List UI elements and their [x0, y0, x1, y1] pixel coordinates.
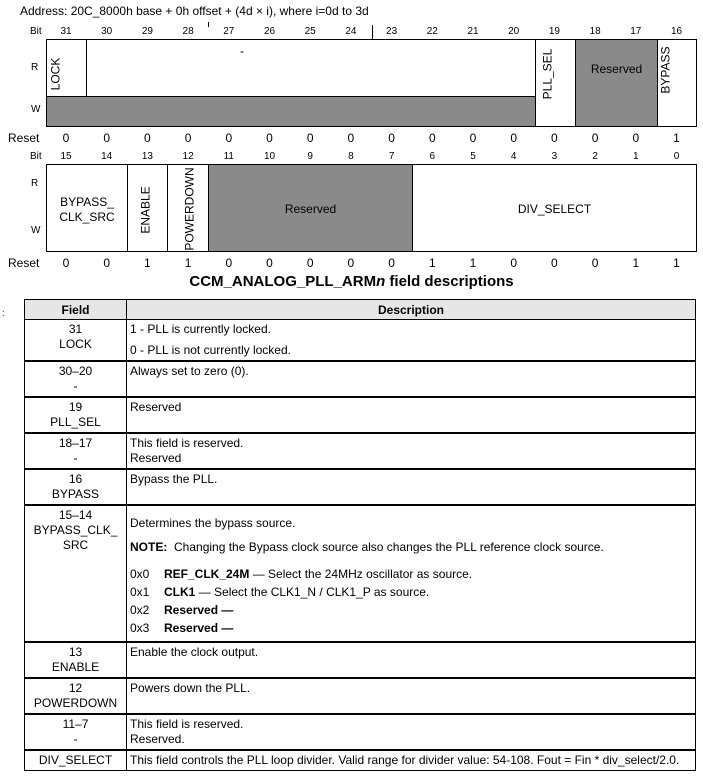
field-cell [25, 678, 127, 714]
field-dash-label: - [240, 44, 244, 58]
bit-number: 13 [141, 151, 153, 162]
field-bypass-clk-src [46, 164, 128, 252]
option-line [130, 603, 692, 618]
field-bits: 30–20 [58, 364, 93, 378]
bit-number: 21 [467, 26, 479, 37]
table-row [25, 642, 696, 678]
write-row-label: W [31, 104, 41, 115]
bit-number: 31 [60, 26, 72, 37]
bit-number: 4 [510, 151, 517, 162]
reset-row-label: Reset [8, 131, 40, 145]
field-bits: 18–17 [58, 436, 93, 450]
option-name: CLK1 [164, 585, 196, 599]
bit-number: 22 [426, 26, 438, 37]
field-reserved-18-17 [575, 39, 658, 127]
reset-value: 0 [551, 256, 558, 270]
description-text: Reserved [130, 451, 182, 465]
table-title-suffix: field descriptions [385, 273, 514, 290]
bit-number: 18 [589, 26, 601, 37]
field-cell [25, 714, 127, 750]
field-bits: 15–14 [58, 508, 93, 522]
description-text: Always set to zero (0). [130, 364, 249, 378]
note-text: Changing the Bypass clock source also changes the PLL reference clock source. [174, 540, 604, 554]
bit-number: 28 [182, 26, 194, 37]
field-bits: 11–7 [62, 717, 89, 731]
field-enable [127, 164, 168, 252]
description-text: This field is reserved. [130, 717, 244, 731]
option-text: — Select the 24MHz oscillator as source. [249, 567, 473, 581]
field-bits: 16 [68, 472, 83, 486]
option-name: Reserved — [164, 621, 234, 635]
note [130, 540, 692, 555]
reset-value: 0 [225, 256, 233, 270]
description-text: Enable the clock output. [130, 645, 259, 659]
option-text: — Select the CLK1_N / CLK1_P as source. [195, 585, 430, 599]
description-cell [127, 678, 696, 714]
table-row [25, 469, 696, 505]
field-name: BYPASS_CLK_ [33, 523, 118, 537]
reset-value: 0 [266, 256, 273, 270]
bypass-clk-src-line1: BYPASS_ [60, 195, 114, 209]
bypass-source-options [130, 567, 692, 636]
field-div-select-label: DIV_SELECT [517, 202, 592, 216]
field-cell [25, 433, 127, 469]
field-lock-label: LOCK [48, 57, 63, 91]
write-row-label-lower: W [31, 225, 41, 236]
reset-value: 0 [144, 131, 151, 145]
bit-number: 9 [307, 151, 313, 162]
halfword-divider [372, 25, 373, 39]
field-name: ENABLE [51, 660, 100, 674]
bit-number: 23 [386, 26, 398, 37]
table-row [25, 433, 696, 469]
bit-number: 5 [470, 151, 476, 162]
field-powerdown-label: POWERDOWN [182, 167, 197, 251]
reset-value: 0 [632, 131, 640, 145]
bit-number: 24 [345, 26, 357, 37]
bit-number: 2 [592, 151, 598, 162]
bit-number: 11 [223, 151, 234, 162]
bit-row-label: Bit [30, 26, 42, 37]
table-row [25, 505, 696, 642]
table-title-main: CCM_ANALOG_PLL_ARM [189, 273, 377, 290]
field-reserved-30-20 [86, 39, 536, 97]
description-cell [127, 433, 696, 469]
option-name: Reserved — [164, 603, 234, 617]
bit-number: 6 [429, 151, 436, 162]
field-cell [25, 505, 127, 642]
bypass-clk-src-line2: CLK_SRC [59, 210, 115, 224]
description-cell [127, 642, 696, 678]
table-row [25, 361, 696, 397]
table-header-row [25, 300, 696, 320]
option-line [130, 567, 692, 582]
header-field: Field [25, 300, 127, 320]
reset-value: 1 [673, 256, 680, 270]
reset-value: 0 [347, 256, 355, 270]
reset-value: 0 [510, 131, 518, 145]
bit-number: 7 [388, 151, 395, 162]
field-cell [25, 320, 127, 362]
bit-tick [208, 22, 209, 27]
description-cell [127, 505, 696, 642]
register-address: Address: 20C_8000h base + 0h offset + (4d × i), where i=0d to 3d [20, 4, 369, 18]
field-cell [25, 469, 127, 505]
field-reserved-lower-label: Reserved [284, 202, 337, 216]
field-bits: 19 [68, 400, 83, 414]
field-div-select [412, 164, 697, 252]
reset-value: 0 [591, 131, 599, 145]
bit-number: 17 [630, 26, 642, 37]
field-powerdown [167, 164, 209, 252]
field-cell [25, 642, 127, 678]
bit-number: 8 [348, 151, 354, 162]
margin-mark: : [2, 308, 5, 318]
field-name: SRC [62, 538, 89, 552]
bit-number: 19 [548, 26, 560, 37]
description-text: 0 - PLL is not currently locked. [130, 343, 291, 357]
field-cell [25, 361, 127, 397]
bit-number: 26 [263, 26, 276, 37]
reset-value: 0 [388, 256, 395, 270]
field-name: LOCK [59, 337, 92, 351]
reset-value: 0 [347, 131, 355, 145]
option-line [130, 585, 692, 600]
table-row [25, 320, 696, 362]
field-reserved-11-7 [208, 164, 413, 252]
reset-value: 0 [184, 131, 192, 145]
table-title [0, 273, 703, 290]
bit-number: 10 [263, 151, 276, 162]
field-bypass-label: BYPASS [658, 46, 673, 94]
field-pll-sel [535, 39, 576, 127]
reset-value: 1 [144, 256, 151, 270]
field-name: - [73, 451, 78, 465]
field-bypass-clk-src-label [47, 195, 127, 225]
reset-value: 0 [306, 256, 314, 270]
reset-value: 0 [551, 131, 558, 145]
bit-number: 14 [101, 151, 113, 162]
reset-value: 1 [184, 256, 192, 270]
option-code: 0x3 [130, 621, 150, 635]
description-text: Determines the bypass source. [130, 516, 296, 530]
reset-value: 0 [306, 131, 314, 145]
field-reserved-label: Reserved [590, 62, 643, 76]
table-row [25, 397, 696, 433]
description-text: This field is reserved. [130, 436, 244, 450]
bit-number: 1 [633, 151, 639, 162]
table-title-italic: n [376, 273, 386, 290]
read-row-label-lower: R [31, 178, 39, 189]
field-bits: 13 [68, 645, 83, 659]
bit-number: 12 [182, 151, 194, 162]
field-cell [25, 750, 127, 771]
field-name: DIV_SELECT [38, 753, 113, 767]
table-row [25, 750, 696, 771]
field-descriptions-table [24, 299, 696, 771]
reset-value: 0 [225, 131, 233, 145]
option-code: 0x0 [130, 567, 150, 581]
bit-row-label-lower: Bit [30, 151, 42, 162]
bit-number: 0 [673, 151, 680, 162]
header-description: Description [127, 300, 696, 320]
field-name: - [73, 379, 78, 393]
bit-number: 27 [223, 26, 235, 37]
option-code: 0x1 [130, 585, 150, 599]
field-enable-label: ENABLE [138, 186, 153, 234]
bit-number: 30 [101, 26, 113, 37]
reset-value: 1 [673, 131, 680, 145]
reset-value: 0 [469, 131, 477, 145]
reset-row-label-lower: Reset [8, 256, 40, 270]
bit-number: 25 [304, 26, 316, 37]
description-cell [127, 320, 696, 362]
table-row [25, 714, 696, 750]
reset-value: 0 [591, 256, 599, 270]
field-name: BYPASS [51, 487, 100, 501]
field-bypass [657, 39, 697, 127]
field-pll-sel-label: PLL_SEL [540, 48, 555, 100]
reset-value: 0 [428, 131, 436, 145]
note-label: NOTE: [130, 540, 168, 554]
description-text: Reserved [130, 400, 182, 414]
description-cell [127, 361, 696, 397]
field-name: POWERDOWN [33, 696, 118, 710]
field-bits: 12 [68, 681, 83, 695]
bit-number: 3 [551, 151, 558, 162]
field-bits: 31 [68, 322, 83, 336]
reset-value: 0 [103, 256, 111, 270]
description-text: 1 - PLL is currently locked. [130, 322, 271, 336]
description-text: Reserved. [130, 732, 185, 746]
reset-value: 0 [103, 131, 111, 145]
read-row-label: R [31, 62, 39, 73]
bit-number: 20 [508, 26, 520, 37]
description-cell [127, 469, 696, 505]
reset-value: 1 [632, 256, 640, 270]
description-text: This field controls the PLL loop divider. Valid range for divider value: 54-108. Fout = Fin * div_select/2.0. [130, 753, 680, 767]
reset-value: 0 [62, 256, 70, 270]
description-text: Bypass the PLL. [130, 472, 218, 486]
bit-number: 15 [60, 151, 72, 162]
bit-number: 29 [141, 26, 153, 37]
field-name: PLL_SEL [50, 415, 101, 429]
field-name: - [73, 732, 78, 746]
reset-value: 0 [266, 131, 273, 145]
option-code: 0x2 [130, 603, 150, 617]
reset-value: 0 [388, 131, 395, 145]
option-name: REF_CLK_24M [164, 567, 250, 581]
description-cell [127, 397, 696, 433]
field-cell [25, 397, 127, 433]
description-text: Powers down the PLL. [130, 681, 251, 695]
description-cell [127, 750, 696, 771]
bit-number: 16 [670, 26, 683, 37]
table-row [25, 678, 696, 714]
reset-value: 0 [510, 256, 518, 270]
reset-value: 1 [469, 256, 477, 270]
description-cell [127, 714, 696, 750]
reset-value: 0 [62, 131, 70, 145]
write-reserved-31-20 [46, 96, 536, 127]
reset-value: 1 [428, 256, 436, 270]
option-line [130, 621, 692, 636]
